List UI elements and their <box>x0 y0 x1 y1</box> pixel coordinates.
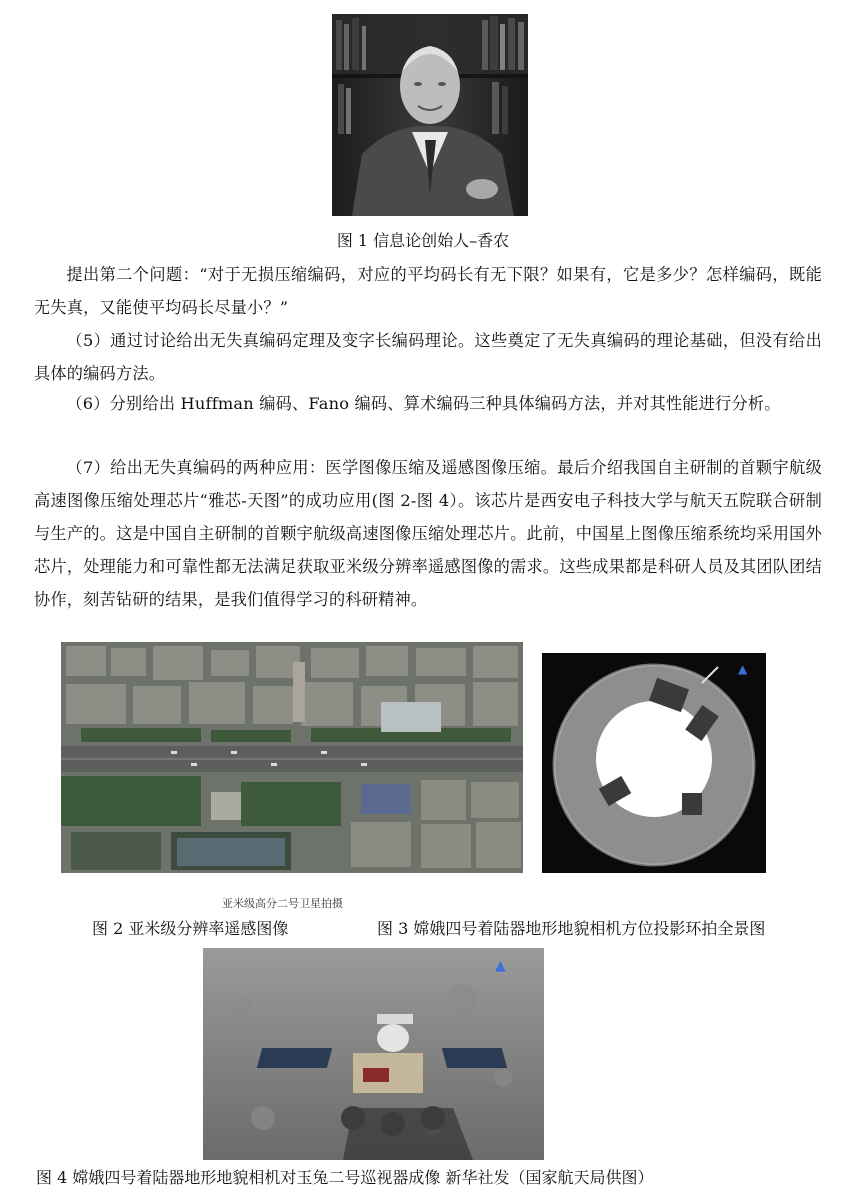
paragraph-2 <box>34 324 822 390</box>
figure-3-caption: 图 3 嫦娥四号着陆器地形地貌相机方位投影环拍全景图 <box>377 919 766 938</box>
figure-2-caption: 图 2 亚米级分辨率遥感图像 <box>92 919 289 938</box>
satellite-image <box>61 642 523 873</box>
panorama-image <box>542 653 766 873</box>
rover-image <box>203 948 544 1160</box>
figure-1-caption: 图 1 信息论创始人–香农 <box>336 231 510 250</box>
paragraph-4 <box>34 451 822 616</box>
figure-4-rover-image <box>203 948 544 1160</box>
paragraph-1 <box>34 258 822 324</box>
figure-3-panorama-image <box>542 653 766 873</box>
figure-2-subtitle: 亚米级高分二号卫星拍摄 <box>222 897 343 910</box>
portrait-image <box>332 14 528 216</box>
paragraph-3-text: （6）分别给出 Huffman 编码、Fano 编码、算术编码三种具体编码方法，并对其性能进行分析。 <box>66 394 781 413</box>
paragraph-4-text: （7）给出无失真编码的两种应用：医学图像压缩及遥感图像压缩。最后介绍我国自主研制的首颗宇航级高速图像压缩处理芯片“雅芯-天图”的成功应用(图 2-图 4）。该芯片是西安电子科技大学与航天五院联合研制与生产的。这是中国自主研制的首颗宇航级高速图像压缩处理芯片。此前，中国星上图像压缩系统均采用国外芯片，处理能力和可靠性都无法满足获取亚米级分辨率遥感图像的需求。这些成果都是科研人员及其团队团结协作，刻苦钻研的结果，是我们值得学习的科研精神。 <box>34 458 822 609</box>
cnsa-logo-icon: ▲ <box>495 958 506 974</box>
figure-1-portrait <box>332 14 528 216</box>
cnsa-logo-icon: ▲ <box>738 662 748 676</box>
paragraph-3 <box>34 387 822 420</box>
figure-4-caption: 图 4 嫦娥四号着陆器地形地貌相机对玉兔二号巡视器成像 新华社发（国家航天局供图） <box>36 1168 654 1187</box>
figure-2-satellite-image <box>61 642 523 873</box>
paragraph-1-text: 提出第二个问题：“对于无损压缩编码，对应的平均码长有无下限？如果有，它是多少？怎样编码，既能无失真，又能使平均码长尽量小？” <box>34 265 822 317</box>
paragraph-2-text: （5）通过讨论给出无失真编码定理及变字长编码理论。这些奠定了无失真编码的理论基础，但没有给出具体的编码方法。 <box>34 331 822 383</box>
